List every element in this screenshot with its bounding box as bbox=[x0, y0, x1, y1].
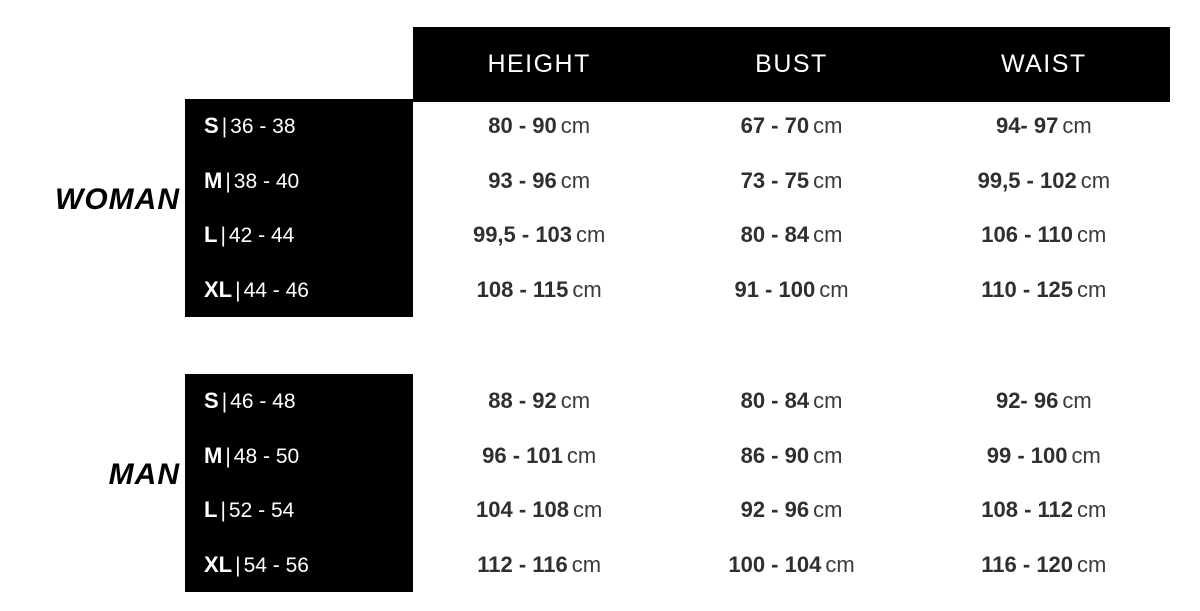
table-header-row bbox=[413, 27, 1170, 102]
waist-cell bbox=[918, 497, 1170, 523]
unit-label: cm bbox=[819, 276, 849, 302]
bust-value: 91 - 100 bbox=[734, 276, 816, 302]
waist-cell bbox=[918, 552, 1170, 578]
height-value: 99,5 - 103 bbox=[472, 222, 573, 248]
height-cell bbox=[413, 113, 665, 139]
size-separator: | bbox=[225, 444, 231, 468]
size-separator: | bbox=[235, 278, 241, 302]
waist-cell bbox=[918, 168, 1170, 194]
waist-value: 110 - 125 bbox=[981, 276, 1074, 302]
bust-cell bbox=[665, 552, 917, 578]
size-cell bbox=[185, 222, 413, 248]
size-separator: | bbox=[221, 115, 228, 139]
waist-value: 94- 97 bbox=[995, 113, 1059, 139]
height-cell bbox=[413, 552, 665, 578]
size-eu: 36 - 38 bbox=[230, 115, 296, 139]
unit-label: cm bbox=[1077, 551, 1107, 577]
unit-label: cm bbox=[560, 388, 591, 414]
waist-value: 106 - 110 bbox=[981, 222, 1074, 248]
unit-label: cm bbox=[576, 222, 606, 248]
waist-cell bbox=[918, 443, 1170, 469]
waist-value: 108 - 112 bbox=[981, 497, 1074, 523]
unit-label: cm bbox=[813, 222, 843, 248]
bust-cell bbox=[665, 443, 917, 469]
size-label: L bbox=[204, 497, 218, 523]
size-separator: | bbox=[221, 390, 228, 414]
unit-label: cm bbox=[566, 442, 597, 468]
size-eu: 46 - 48 bbox=[230, 390, 296, 414]
size-label: M bbox=[204, 167, 223, 193]
size-label: L bbox=[204, 222, 218, 248]
size-label: XL bbox=[204, 276, 233, 302]
size-eu: 54 - 56 bbox=[243, 553, 309, 577]
unit-label: cm bbox=[825, 551, 855, 577]
bust-value: 92 - 96 bbox=[740, 497, 810, 523]
bust-value: 80 - 84 bbox=[740, 222, 810, 248]
height-cell bbox=[413, 222, 665, 248]
height-cell bbox=[413, 443, 665, 469]
table-row bbox=[185, 483, 1170, 538]
group-label-man: MAN bbox=[108, 458, 180, 491]
bust-value: 86 - 90 bbox=[740, 442, 810, 468]
size-group-woman bbox=[185, 99, 1170, 317]
unit-label: cm bbox=[1080, 167, 1111, 193]
bust-value: 80 - 84 bbox=[740, 388, 810, 414]
waist-value: 92- 96 bbox=[995, 388, 1059, 414]
size-group-man bbox=[185, 374, 1170, 592]
column-header-waist: WAIST bbox=[1000, 50, 1087, 78]
bust-value: 67 - 70 bbox=[740, 113, 810, 139]
bust-cell bbox=[665, 222, 917, 248]
waist-value: 99,5 - 102 bbox=[977, 167, 1077, 193]
waist-cell bbox=[918, 113, 1170, 139]
height-value: 93 - 96 bbox=[488, 167, 557, 193]
height-cell bbox=[413, 277, 665, 303]
unit-label: cm bbox=[560, 167, 591, 193]
unit-label: cm bbox=[571, 551, 602, 577]
table-row bbox=[185, 263, 1170, 318]
size-cell bbox=[185, 443, 413, 469]
unit-label: cm bbox=[1077, 276, 1107, 302]
size-cell bbox=[185, 168, 413, 194]
size-label: M bbox=[204, 442, 223, 468]
size-eu: 44 - 46 bbox=[243, 278, 309, 302]
unit-label: cm bbox=[813, 442, 843, 468]
size-cell bbox=[185, 277, 413, 303]
size-separator: | bbox=[235, 553, 241, 577]
bust-cell bbox=[665, 277, 917, 303]
table-row bbox=[185, 374, 1170, 429]
height-value: 104 - 108 bbox=[476, 497, 569, 523]
unit-label: cm bbox=[813, 113, 843, 139]
unit-label: cm bbox=[572, 497, 603, 523]
table-row bbox=[185, 429, 1170, 484]
unit-label: cm bbox=[813, 497, 843, 523]
unit-label: cm bbox=[1077, 222, 1107, 248]
height-value: 96 - 101 bbox=[482, 442, 563, 468]
height-value: 112 - 116 bbox=[477, 551, 568, 577]
waist-cell bbox=[918, 277, 1170, 303]
size-label: S bbox=[204, 113, 219, 139]
bust-cell bbox=[665, 497, 917, 523]
unit-label: cm bbox=[560, 113, 591, 139]
height-cell bbox=[413, 168, 665, 194]
height-cell bbox=[413, 497, 665, 523]
size-eu: 38 - 40 bbox=[233, 169, 300, 193]
table-row bbox=[185, 208, 1170, 263]
size-label: XL bbox=[204, 551, 233, 577]
bust-cell bbox=[665, 113, 917, 139]
size-cell bbox=[185, 388, 413, 414]
size-cell bbox=[185, 113, 413, 139]
size-separator: | bbox=[220, 499, 226, 523]
waist-value: 99 - 100 bbox=[986, 442, 1068, 468]
waist-cell bbox=[918, 222, 1170, 248]
height-value: 108 - 115 bbox=[476, 276, 569, 302]
column-header-height: HEIGHT bbox=[487, 50, 591, 78]
bust-cell bbox=[665, 388, 917, 414]
waist-cell bbox=[918, 388, 1170, 414]
unit-label: cm bbox=[1071, 442, 1101, 468]
height-value: 88 - 92 bbox=[488, 388, 557, 414]
size-label: S bbox=[204, 388, 219, 414]
unit-label: cm bbox=[572, 276, 602, 302]
unit-label: cm bbox=[1062, 113, 1092, 139]
height-cell bbox=[413, 388, 665, 414]
size-separator: | bbox=[225, 169, 231, 193]
table-row bbox=[185, 538, 1170, 593]
size-eu: 52 - 54 bbox=[228, 499, 295, 523]
bust-value: 73 - 75 bbox=[740, 167, 810, 193]
size-eu: 48 - 50 bbox=[233, 444, 300, 468]
unit-label: cm bbox=[813, 167, 843, 193]
size-cell bbox=[185, 497, 413, 523]
group-label-woman: WOMAN bbox=[55, 183, 180, 216]
waist-value: 116 - 120 bbox=[981, 551, 1074, 577]
size-cell bbox=[185, 552, 413, 578]
bust-cell bbox=[665, 168, 917, 194]
unit-label: cm bbox=[1062, 388, 1092, 414]
size-separator: | bbox=[220, 224, 226, 248]
unit-label: cm bbox=[1077, 497, 1107, 523]
column-header-bust: BUST bbox=[755, 50, 828, 78]
unit-label: cm bbox=[813, 388, 843, 414]
table-row bbox=[185, 99, 1170, 154]
table-row bbox=[185, 154, 1170, 209]
height-value: 80 - 90 bbox=[488, 113, 557, 139]
bust-value: 100 - 104 bbox=[728, 551, 822, 577]
size-eu: 42 - 44 bbox=[228, 224, 295, 248]
